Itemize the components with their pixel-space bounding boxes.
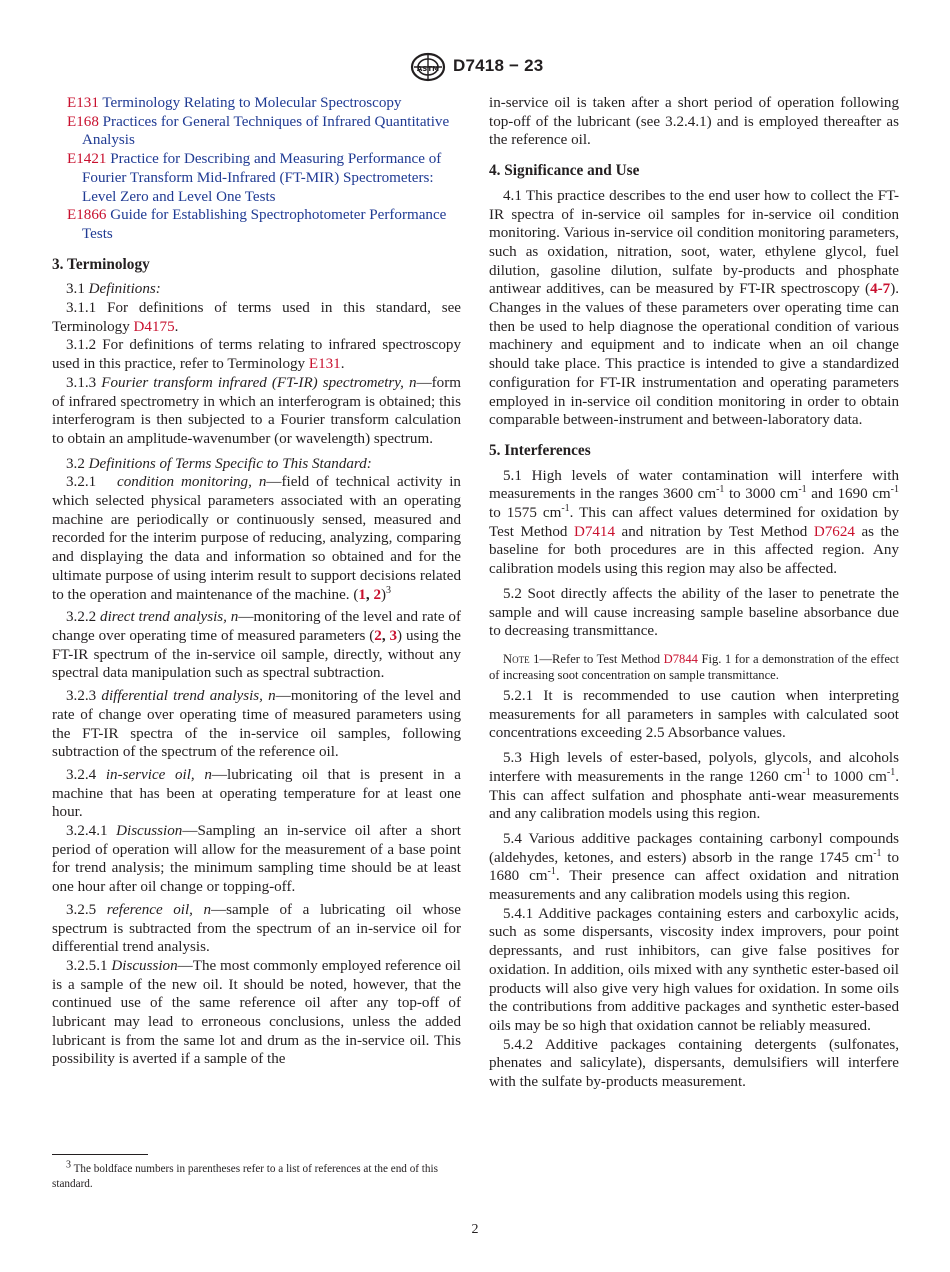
reference-code-link[interactable]: E168 bbox=[67, 113, 99, 130]
reference-2-link[interactable]: 2 bbox=[373, 586, 382, 603]
svg-text:ASTM: ASTM bbox=[416, 65, 440, 73]
footnote-divider bbox=[52, 1154, 148, 1155]
paragraph-3-2-4-1: 3.2.4.1 Discussion—Sampling an in-service oil after a short period of operation will allow for the measurement of a base point for trend analysis; the minimum sampling time should be at least one hour after oil change or topping-off. bbox=[52, 823, 461, 896]
paragraph-3-2-2: 3.2.2 direct trend analysis, n—monitoring of the level and rate of change over operating time of measured parameters (2, 3) using the FT-IR spectrum of the in-service oil sample, directly, without any spectral data manipulation such as spectral subtraction. bbox=[52, 609, 462, 682]
reference-3-link[interactable]: 3 bbox=[389, 627, 398, 644]
astm-logo-icon bbox=[410, 52, 446, 82]
paragraph-3-1: 3.1 Definitions: bbox=[66, 281, 161, 298]
e131-link[interactable]: E131 bbox=[308, 356, 341, 373]
d7624-link[interactable]: D7624 bbox=[813, 523, 855, 540]
right-column bbox=[489, 94, 899, 1092]
section-heading-interferences: 5. Interferences bbox=[489, 441, 591, 459]
d4175-link[interactable]: D4175 bbox=[133, 318, 175, 335]
note-1: Note 1—Refer to Test Method D7844 Fig. 1 for a demonstration of the effect of increasing soot concentration on sample transmittance. bbox=[489, 651, 900, 682]
paragraph-5-2: 5.2 Soot directly affects the ability of the laser to penetrate the sample and will cause increasing sample baseline absorbance due to decreasing transmittance. bbox=[489, 585, 899, 640]
d7414-link[interactable]: D7414 bbox=[573, 523, 616, 540]
footnote-mark[interactable]: 3 bbox=[386, 584, 392, 596]
paragraph-3-2-1: 3.2.1 condition monitoring, n—field of technical activity in which selected physical parameters associated with an operating machine are periodically or continuously sensed, measured and recorded for the interim purpose of reducing, analyzing, comparing and displaying the data and information so obtained and for the ultimate purpose of using interim result to support decisions related to the operation and maintenance of the machine. (1, 2)$^3$ bbox=[52, 474, 461, 603]
paragraph-3-1-3: 3.1.3 Fourier transform infrared (FT-IR) spectrometry, n—form of infrared spectrometry in which an interferogram is obtained; this interferogram is then subjected to a Fourier transform calculation to obtain an amplitude-wavenumber (or wavelength) spectrum. bbox=[52, 374, 461, 447]
continuation-paragraph: in-service oil is taken after a short period of operation following top-off of the lubricant (see 3.2.4.1) and is employed thereafter as the reference oil. bbox=[489, 95, 899, 149]
reference-code-link[interactable]: E1866 bbox=[67, 207, 107, 224]
paragraph-3-2-5-1: 3.2.5.1 Discussion—The most commonly employed reference oil is a sample of the new oil. It should be noted, however, that the continued use of the same reference oil after any top-off of lubricant may lead to erroneous conclusions, unless the added lubricant is from the same lot and drum as the in-service oil. This possibility is averted if a sample of the bbox=[52, 957, 462, 1068]
reference-item bbox=[52, 113, 461, 150]
paragraph-3-2-3: 3.2.3 differential trend analysis, n—monitoring of the level and rate of change over operating time of measured parameters using the FT-IR spectra of the in-service oil samples, following subtraction of the spectrum of the reference oil. bbox=[52, 688, 461, 761]
paragraph-5-4-1: 5.4.1 Additive packages containing esters and carboxylic acids, such as some dispersants, viscosity index improvers, pour point depressants, and rust inhibitors, can give false positives for oxidation. In addition, oils mixed with any synthetic ester-based oil products will also give very high values for oxidation. In some oils the contributions from additive packages and synthetic ester-based oils may be so high that oxidation cannot be reliably measured. bbox=[489, 905, 899, 1034]
reference-item bbox=[52, 94, 461, 113]
reference-code-link[interactable]: E131 bbox=[67, 95, 99, 111]
reference-2-link[interactable]: 2 bbox=[374, 627, 382, 644]
page-header bbox=[0, 50, 950, 86]
reference-title-link[interactable]: Practice for Describing and Measuring Performance of Fourier Transform Mid-Infrared (FT-MIR) Spectrometers: Level Zero and Level One Tests bbox=[82, 151, 442, 205]
page-number: 2 bbox=[471, 1222, 479, 1237]
paragraph-3-2-5: 3.2.5 reference oil, n—sample of a lubricating oil whose spectrum is subtracted from the spectrum of an in-service oil for differential trend analysis. bbox=[52, 901, 462, 956]
reference-1-link[interactable]: 1 bbox=[358, 586, 366, 603]
reference-title-link[interactable]: Terminology Relating to Molecular Spectroscopy bbox=[102, 95, 402, 111]
paragraph-5-4: 5.4 Various additive packages containing carbonyl compounds (aldehydes, ketones, and esters) absorb in the range 1745 $cm^{-1}$ to 1680 $cm^{-1}$. Their presence can affect oxidation and nitration measurements and any calibration models using this region. bbox=[489, 830, 899, 904]
section-heading-significance: 4. Significance and Use bbox=[489, 162, 640, 180]
reference-title-link[interactable]: Guide for Establishing Spectrophotometer Performance Tests bbox=[82, 207, 447, 242]
reference-item bbox=[52, 206, 461, 243]
reference-title-link[interactable]: Practices for General Techniques of Infrared Quantitative Analysis bbox=[82, 113, 450, 149]
reference-item bbox=[52, 150, 461, 206]
paragraph-3-2-4: 3.2.4 in-service oil, n—lubricating oil that is present in a machine that has been at operating temperature for at least one hour. bbox=[52, 766, 461, 821]
left-column bbox=[52, 94, 461, 1069]
reference-4-7-link[interactable]: 4-7 bbox=[870, 281, 891, 298]
paragraph-3-2: 3.2 Definitions of Terms Specific to This Standard: bbox=[66, 455, 372, 472]
paragraph-5-1: 5.1 High levels of water contamination will interfere with measurements in the ranges 3600 $cm^{-1}$ to 3000 $cm^{-1}$ and 1690 $cm^{-1}$ to 1575 $cm^{-1}$. This can affect values determined for oxidation by Test Method D7414 and nitration by Test Method D7624 as the baseline for both procedures are in this affected region. Any calibration models using this region may also be affected. bbox=[489, 467, 899, 578]
paragraph-5-3: 5.3 High levels of ester-based, polyols, glycols, and alcohols interfere with measurements in the range 1260 $cm^{-1}$ to 1000 $cm^{-1}$. This can affect sulfation and phosphate anti-wear measurements and any calibration models using this region. bbox=[489, 750, 899, 823]
standard-designation: D7418 − 23 bbox=[453, 56, 544, 75]
paragraph-4-1: 4.1 This practice describes to the end user how to collect the FT-IR spectra of in-service oil samples for in-service oil condition monitoring. Various in-service oil condition monitoring parameters, such as oxidation, nitration, soot, water, ethylene glycol, fuel dilution, gasoline dilution, sulfate by-products and phosphate antiwear additives, can be measured by FT-IR spectroscopy (4-7). Changes in the values of these parameters over operating time can then be used to help diagnose the operational condition of various machinery and equipment and to indicate when an oil change should take place. This practice is intended to give a standardized configuration for FT-IR instrumentation and operating parameters employed in in-service oil condition monitoring in order to obtain comparable between-instrument and between-laboratory data. bbox=[489, 187, 899, 429]
paragraph-3-1-1: 3.1.1 For definitions of terms used in this standard, see Terminology D4175. bbox=[52, 300, 461, 335]
reference-code-link[interactable]: E1421 bbox=[67, 151, 107, 168]
footnote: $^3$ The boldface numbers in parentheses refer to a list of references at the end of this standard. bbox=[52, 1159, 438, 1190]
d7844-link[interactable]: D7844 bbox=[663, 651, 698, 666]
paragraph-3-1-2: 3.1.2 For definitions of terms relating to infrared spectroscopy used in this practice, refer to Terminology E131. bbox=[52, 337, 461, 373]
paragraph-5-4-2: 5.4.2 Additive packages containing detergents (sulfonates, phenates and salicylate), dispersants, demulsifiers will interfere with the sulfate by-products measurement. bbox=[489, 1036, 899, 1091]
paragraph-5-2-1: 5.2.1 It is recommended to use caution when interpreting measurements for all parameters in samples with calculated soot concentrations exceeding 2.5 Absorbance values. bbox=[489, 687, 899, 742]
section-heading-terminology: 3. Terminology bbox=[52, 255, 150, 273]
